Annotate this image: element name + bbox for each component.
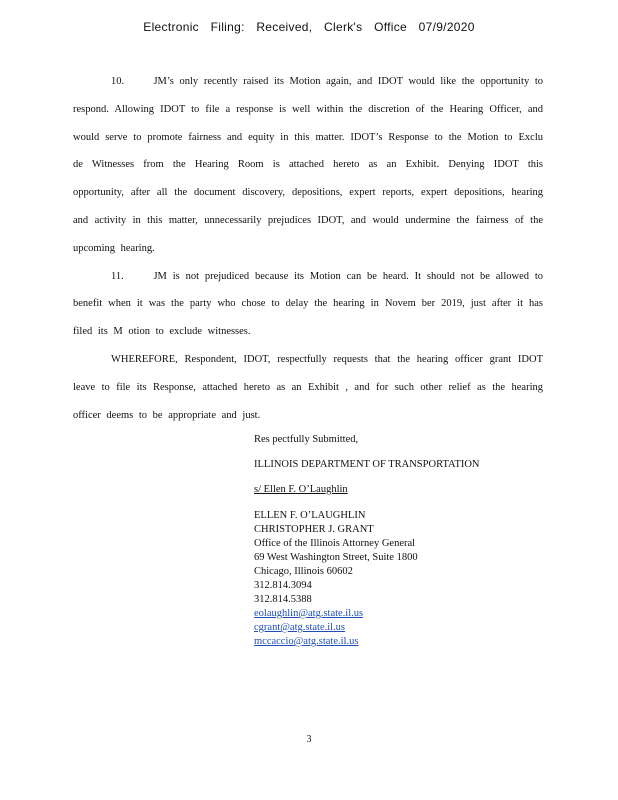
page-number: 3 — [306, 734, 312, 745]
wherefore-paragraph — [73, 346, 543, 429]
city-state-zip: Chicago, Illinois 60602 — [254, 566, 353, 577]
paragraph-10 — [73, 68, 543, 263]
closing: Res pectfully Submitted, — [254, 434, 359, 445]
paragraph-text: JM’s only recently raised its Motion again, and IDOT would like the opportunity to respond. Allowing IDOT to file a response is well within the discretion of the Hearing Officer, and would serve to promote fairness and equity in this matter. IDOT’s Response to the Motion to Exclu de Witnesses from the Hearing Room is attached hereto as an Exhibit. Denying IDOT this opportunity, after all the document discovery, depositions, expert reports, expert depositions, hearing and activity in this matter, unnecessarily prejudices IDOT, and would undermine the fairness of the upcoming hearing. — [73, 76, 544, 254]
department-name: ILLINOIS DEPARTMENT OF TRANSPORTATION — [254, 459, 480, 470]
paragraph-number: 10. — [111, 76, 125, 87]
email-link-3[interactable]: mccaccio@atg.state.il.us — [254, 636, 359, 647]
phone-1: 312.814.3094 — [254, 580, 312, 591]
paragraph-text: JM is not prejudiced because its Motion can be heard. It should not be allowed to benefit when it was the party who chose to delay the hearing in Novem ber 2019, just after it has filed its M otion to exclude witnesses. — [73, 270, 544, 338]
electronic-signature: s/ Ellen F. O’Laughlin — [254, 484, 348, 495]
office-name: Office of the Illinois Attorney General — [254, 538, 416, 549]
paragraph-text: WHEREFORE, Respondent, IDOT, respectfully requests that the hearing officer grant IDOT leave to file its Response, attached hereto as an Exhibit , and for such other relief as the hearing officer deems to be appropriate and just. — [73, 353, 543, 421]
body-text — [73, 68, 543, 429]
paragraph-11 — [73, 263, 543, 346]
street-address: 69 West Washington Street, Suite 1800 — [254, 552, 418, 563]
email-link-1[interactable]: eolaughlin@atg.state.il.us — [254, 608, 364, 619]
attorney-name-2: CHRISTOPHER J. GRANT — [254, 524, 374, 535]
attorney-name-1: ELLEN F. O’LAUGHLIN — [254, 510, 366, 521]
filing-header: Electronic Filing: Received, Clerk's Office 07/9/2020 — [143, 20, 475, 34]
signature-block — [254, 434, 554, 649]
phone-2: 312.814.5388 — [254, 594, 312, 605]
paragraph-number: 11. — [111, 270, 124, 282]
email-link-2[interactable]: cgrant@atg.state.il.us — [254, 622, 346, 633]
